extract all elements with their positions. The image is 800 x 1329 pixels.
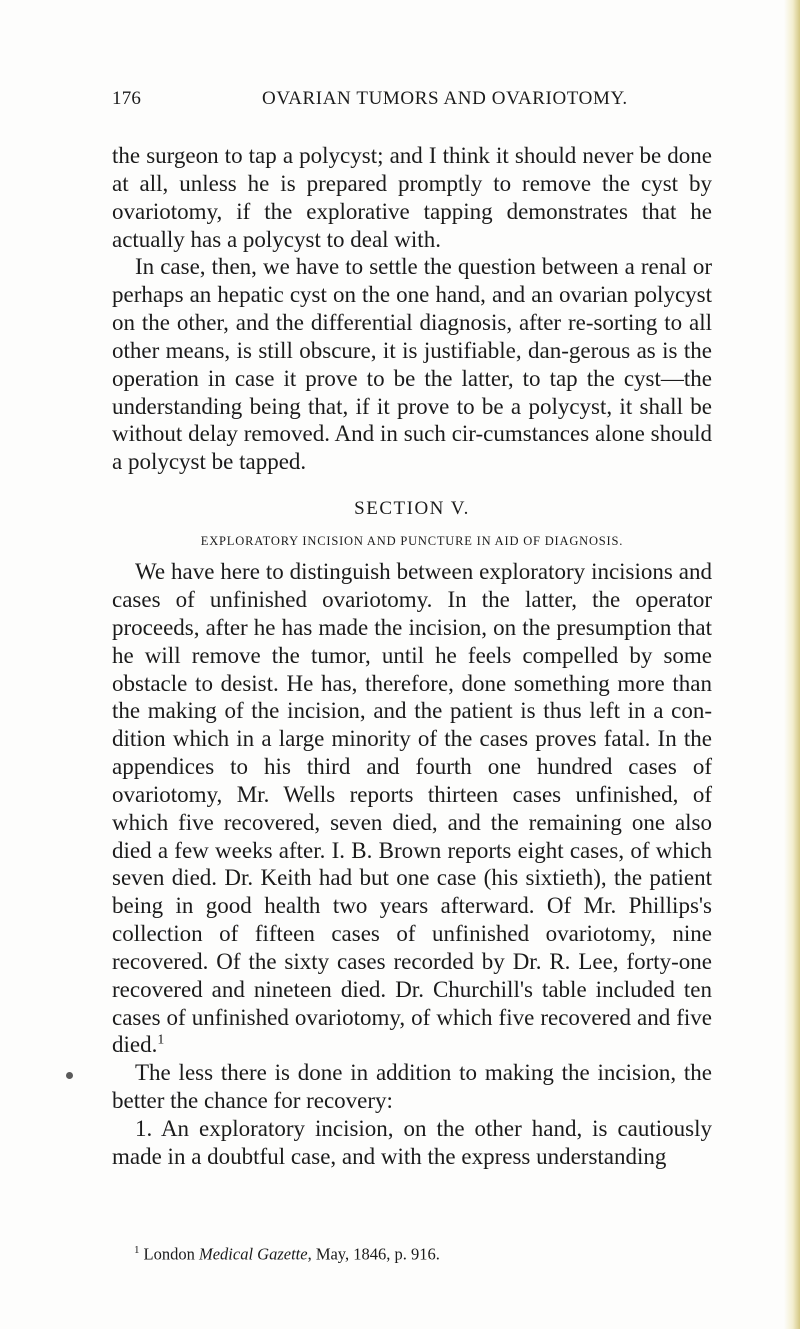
section-subheading: EXPLORATORY INCISION AND PUNCTURE IN AID OF DIAGNOSIS.	[200, 534, 624, 549]
footnote	[134, 1240, 734, 1265]
footnote-number: 1	[134, 1244, 140, 1256]
body-text	[112, 142, 712, 1171]
footnote-reference: 1	[157, 1031, 165, 1047]
paragraph-2: In case, then, we have to settle the question between a renal or perhaps an hepatic cyst on the one hand, and an ovarian polycyst on the other, and the differential diagnosis, after re-sorting to all other means, is still obscure, it is justifiable, dan-gerous as is the operation in case it prove to be the latter, to tap the cyst—the understanding being that, if it prove to be a polycyst, it shall be without delay removed. And in such cir-cumstances alone should a polycyst be tapped.	[112, 254, 712, 475]
running-head	[112, 88, 712, 118]
ink-speck	[66, 1072, 73, 1079]
running-title: OVARIAN TUMORS AND OVARIOTOMY.	[262, 88, 628, 109]
footnote-suffix: , May, 1846, p. 916.	[307, 1244, 440, 1264]
page-number: 176	[112, 88, 142, 109]
footnote-journal: Medical Gazette	[198, 1244, 308, 1264]
page-edge	[784, 0, 800, 1329]
paragraph-5: 1. An exploratory incision, on the other hand, is cautiously made in a doubtful case, and with the express understanding	[112, 1116, 712, 1169]
paragraph-1: the surgeon to tap a polycyst; and I think it should never be done at all, unless he is prepared promptly to remove the cyst by ovariotomy, if the explorative tapping demonstrates that he actually has a polycyst to deal with.	[112, 143, 712, 252]
paragraph-3	[112, 558, 712, 1059]
footnote-prefix: London	[143, 1244, 199, 1264]
paragraph-3-text: We have here to distinguish between exploratory incisions and cases of unfinished ovariotomy. In the latter, the operator proceeds, after he has made the incision, on the presumption that he will remove the tumor, until he feels compelled by some obstacle to desist. He has, therefore, done something more than the making of the incision, and the patient is thus left in a con-dition which in a large minority of the cases proves fatal. In the appendices to his third and fourth one hundred cases of ovariotomy, Mr. Wells reports thirteen cases unfinished, of which five recovered, seven died, and the remaining one also died a few weeks after. I. B. Brown reports eight cases, of which seven died. Dr. Keith had but one case (his sixtieth), the patient being in good health two years afterward. Of Mr. Phillips's collection of fifteen cases of unfinished ovariotomy, nine recovered. Of the sixty cases recorded by Dr. R. Lee, forty-one recovered and nineteen died. Dr. Churchill's table included ten cases of unfinished ovariotomy, of which five recovered and five died.	[112, 559, 712, 1058]
section-heading: SECTION V.	[354, 498, 470, 520]
paragraph-4: The less there is done in addition to making the incision, the better the chance for recovery:	[112, 1060, 712, 1114]
